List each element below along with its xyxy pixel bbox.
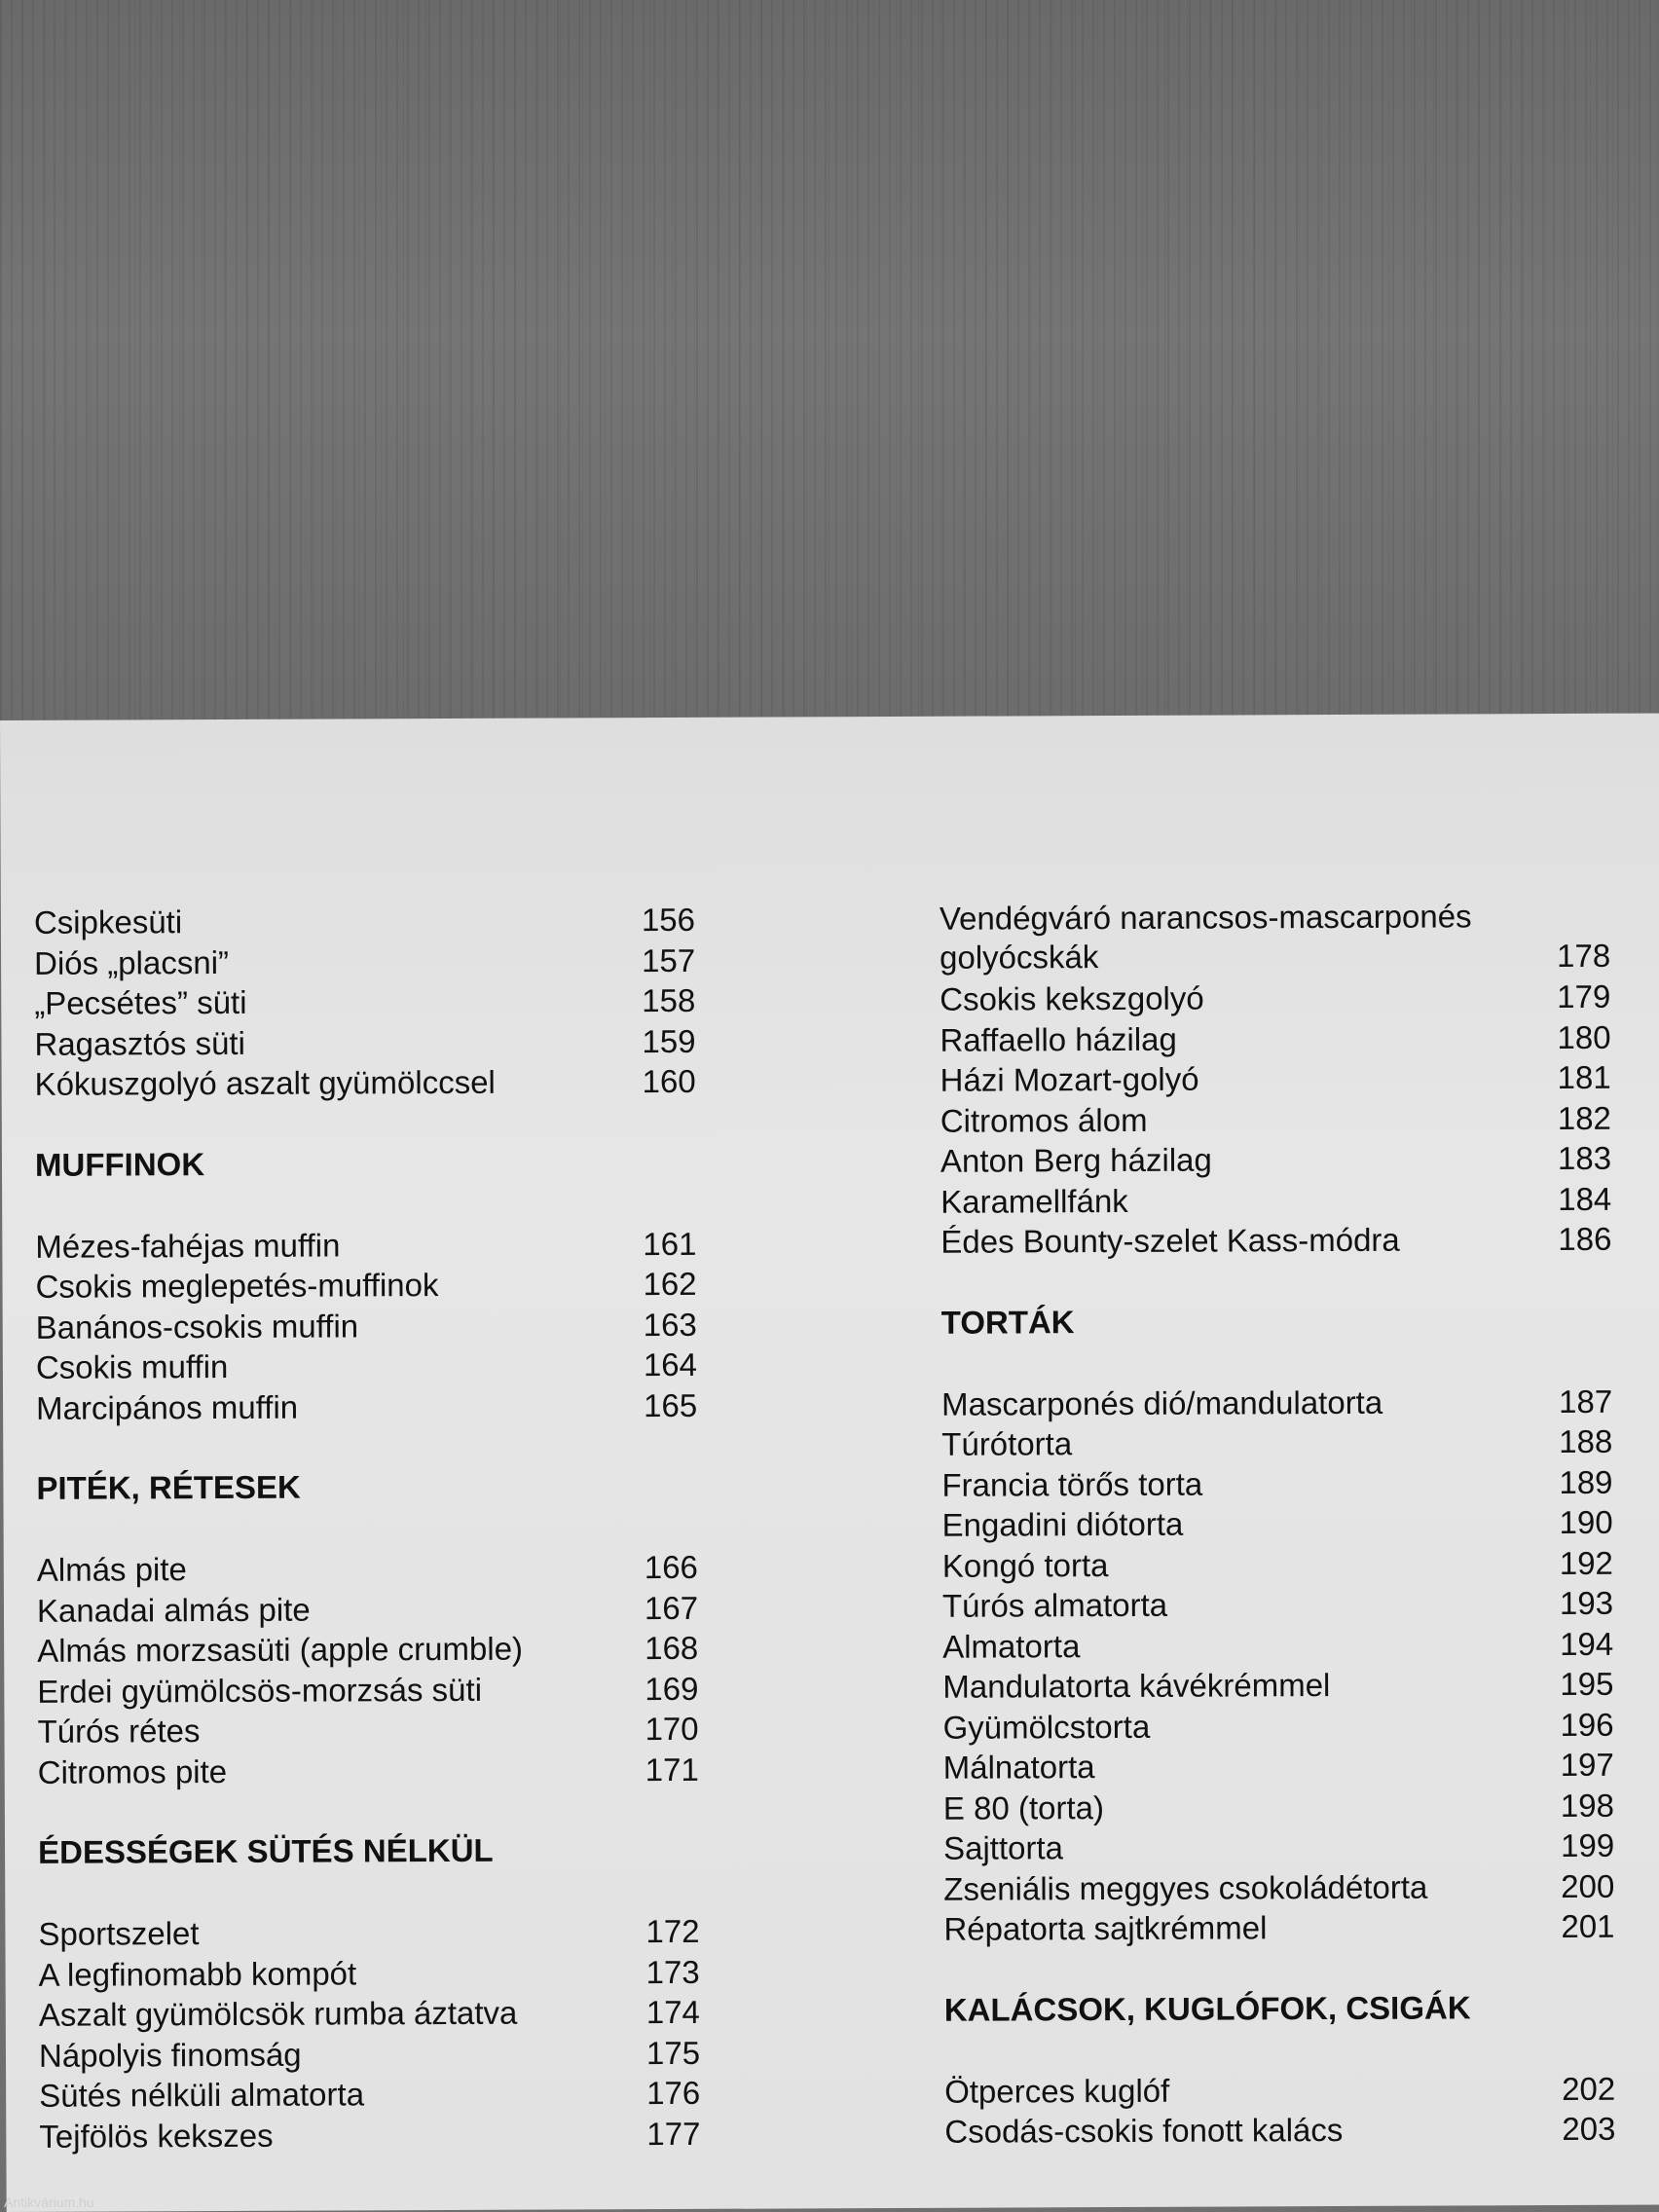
entry-title: Banános-csokis muffin bbox=[35, 1307, 359, 1346]
toc-entry bbox=[35, 1265, 711, 1307]
entry-title: Erdei gyümölcsös-morzsás süti bbox=[37, 1671, 483, 1710]
entry-page-number: 159 bbox=[642, 1022, 696, 1059]
toc-entry bbox=[940, 1139, 1626, 1181]
toc-entry bbox=[38, 1912, 714, 1954]
toc-entry bbox=[39, 1993, 715, 2035]
entry-page-number: 184 bbox=[1558, 1180, 1612, 1217]
toc-entry bbox=[39, 1952, 715, 1994]
entry-title: Mandulatorta kávékrémmel bbox=[942, 1667, 1331, 1705]
tabletop-background bbox=[0, 0, 1659, 740]
toc-entry bbox=[942, 1543, 1628, 1585]
toc-entry bbox=[35, 1062, 711, 1104]
entry-page-number: 173 bbox=[645, 1953, 700, 1990]
entry-page-number: 181 bbox=[1557, 1058, 1611, 1096]
entry-page-number: 195 bbox=[1560, 1665, 1614, 1703]
entry-title: Ötperces kuglóf bbox=[944, 2072, 1170, 2110]
entry-title: Karamellfánk bbox=[940, 1182, 1128, 1220]
entry-title: „Pecsétes” süti bbox=[34, 983, 247, 1021]
entry-page-number: 183 bbox=[1557, 1139, 1612, 1177]
entry-title: Francia törős torta bbox=[941, 1465, 1203, 1503]
toc-entry bbox=[36, 1305, 712, 1346]
entry-page-number: 188 bbox=[1559, 1422, 1613, 1460]
entry-page-number: 178 bbox=[1556, 937, 1611, 975]
toc-entry bbox=[943, 1907, 1629, 1949]
toc-entry bbox=[39, 2114, 715, 2156]
entry-title: Túrós rétes bbox=[37, 1713, 201, 1750]
toc-entry bbox=[943, 1746, 1629, 1788]
watermark-text: Antikvárium.hu bbox=[4, 2194, 94, 2210]
entry-title: Túrótorta bbox=[941, 1425, 1073, 1462]
entry-title: E 80 (torta) bbox=[942, 1788, 1105, 1826]
entry-title: Zseniális meggyes csokoládétorta bbox=[943, 1868, 1428, 1907]
entry-title: Kókuszgolyó aszalt gyümölccsel bbox=[34, 1063, 496, 1102]
toc-entry bbox=[944, 2069, 1630, 2111]
entry-page-number: 170 bbox=[645, 1710, 699, 1748]
entry-title-continued: golyócskák bbox=[939, 939, 1099, 976]
entry-page-number: 202 bbox=[1562, 2070, 1616, 2107]
toc-entry bbox=[37, 1548, 713, 1590]
entry-page-number: 175 bbox=[645, 2034, 701, 2071]
book-page bbox=[0, 714, 1659, 2212]
entry-title: Diós „placsni” bbox=[34, 943, 230, 981]
entry-title: Tejfölös kekszes bbox=[39, 2117, 274, 2155]
entry-title: Nápolyis finomság bbox=[38, 2036, 302, 2074]
entry-page-number: 172 bbox=[645, 1912, 700, 1950]
entry-page-number: 164 bbox=[643, 1346, 698, 1383]
entry-page-number: 193 bbox=[1559, 1584, 1614, 1622]
entry-page-number: 189 bbox=[1559, 1463, 1613, 1500]
entry-title: Túrós almatorta bbox=[941, 1586, 1168, 1624]
toc-entry bbox=[940, 977, 1625, 1019]
toc-entry bbox=[35, 1224, 711, 1266]
toc-entry bbox=[36, 1346, 712, 1387]
toc-entry bbox=[942, 1624, 1628, 1666]
entry-page-number: 174 bbox=[645, 1993, 700, 2031]
entry-page-number: 180 bbox=[1557, 1018, 1611, 1055]
entry-page-number: 166 bbox=[644, 1548, 698, 1586]
entry-page-number: 186 bbox=[1558, 1220, 1612, 1258]
toc-entry bbox=[37, 1710, 713, 1751]
entry-page-number: 182 bbox=[1557, 1099, 1611, 1136]
toc-entry bbox=[34, 981, 710, 1023]
entry-title: Mascarponés dió/mandulatorta bbox=[940, 1383, 1383, 1422]
entry-title: Csodás-csokis fonott kalács bbox=[944, 2111, 1344, 2150]
entry-page-number: 156 bbox=[641, 901, 696, 939]
toc-entry bbox=[39, 2033, 715, 2075]
entry-page-number: 190 bbox=[1559, 1503, 1613, 1541]
entry-page-number: 171 bbox=[645, 1751, 699, 1788]
toc-entry bbox=[34, 940, 710, 982]
entry-title: Ragasztós süti bbox=[34, 1024, 245, 1062]
toc-entry bbox=[940, 897, 1625, 977]
toc-entry bbox=[942, 1705, 1628, 1747]
entry-page-number: 157 bbox=[641, 941, 696, 978]
entry-title: Édes Bounty-szelet Kass-módra bbox=[940, 1221, 1400, 1260]
entry-page-number: 196 bbox=[1560, 1706, 1614, 1743]
entry-page-number: 162 bbox=[643, 1265, 697, 1303]
entry-title: Répatorta sajtkrémmel bbox=[943, 1909, 1268, 1947]
toc-entry bbox=[941, 1382, 1627, 1423]
entry-page-number: 179 bbox=[1557, 977, 1611, 1015]
entry-page-number: 199 bbox=[1560, 1826, 1615, 1864]
entry-page-number: 163 bbox=[643, 1306, 697, 1343]
entry-page-number: 167 bbox=[644, 1589, 699, 1626]
entry-title: Almás pite bbox=[36, 1551, 187, 1588]
entry-page-number: 194 bbox=[1560, 1625, 1614, 1662]
entry-title: Citromos pite bbox=[37, 1752, 228, 1790]
entry-title: Sütés nélküli almatorta bbox=[39, 2076, 365, 2114]
entry-page-number: 201 bbox=[1561, 1907, 1615, 1945]
entry-title: Málnatorta bbox=[942, 1749, 1095, 1786]
entry-page-number: 161 bbox=[643, 1225, 697, 1262]
toc-entry bbox=[940, 1179, 1626, 1221]
entry-title: Mézes-fahéjas muffin bbox=[35, 1226, 341, 1265]
entry-title: Kanadai almás pite bbox=[36, 1591, 311, 1629]
toc-entry bbox=[37, 1669, 713, 1711]
toc-entry bbox=[37, 1629, 713, 1671]
section-heading: KALÁCSOK, KUGLÓFOK, CSIGÁK bbox=[943, 1988, 1471, 2028]
entry-title: Raffaello házilag bbox=[940, 1020, 1177, 1058]
toc-entry bbox=[37, 1588, 713, 1630]
toc-entry bbox=[944, 2110, 1630, 2152]
entry-page-number: 203 bbox=[1562, 2110, 1616, 2148]
toc-entry bbox=[943, 1866, 1629, 1908]
entry-title: Vendégváró narancsos-mascarponés bbox=[939, 898, 1472, 937]
entry-title: Csokis kekszgolyó bbox=[940, 979, 1204, 1017]
toc-entry bbox=[39, 2074, 715, 2116]
entry-page-number: 168 bbox=[645, 1629, 699, 1667]
toc-entry bbox=[941, 1422, 1627, 1464]
entry-page-number: 169 bbox=[645, 1670, 699, 1707]
toc-entry bbox=[943, 1826, 1629, 1868]
toc-entry bbox=[942, 1503, 1628, 1545]
entry-title: Sajttorta bbox=[942, 1829, 1064, 1866]
section-heading: ÉDESSÉGEK SÜTÉS NÉLKÜL bbox=[37, 1831, 494, 1870]
entry-page-number: 160 bbox=[642, 1062, 696, 1100]
entry-page-number: 158 bbox=[642, 981, 696, 1019]
toc-entry bbox=[36, 1385, 712, 1427]
section-heading: PITÉK, RÉTESEK bbox=[36, 1468, 301, 1506]
toc-entry bbox=[940, 1220, 1626, 1262]
entry-title: Csipkesüti bbox=[33, 903, 183, 940]
toc-entry bbox=[34, 901, 710, 942]
toc-entry bbox=[942, 1584, 1628, 1626]
entry-title: Gyümölcstorta bbox=[942, 1708, 1151, 1746]
section-heading: TORTÁK bbox=[940, 1303, 1075, 1341]
toc-entry bbox=[940, 1017, 1625, 1059]
section-heading: MUFFINOK bbox=[34, 1145, 205, 1183]
entry-title: Sportszelet bbox=[38, 1915, 200, 1952]
entry-title: Kongó torta bbox=[941, 1546, 1109, 1584]
entry-title: Citromos álom bbox=[940, 1101, 1148, 1139]
toc-entry bbox=[940, 1098, 1626, 1140]
entry-title: A legfinomabb kompót bbox=[38, 1954, 357, 1993]
entry-page-number: 176 bbox=[646, 2074, 701, 2112]
entry-page-number: 192 bbox=[1559, 1544, 1613, 1581]
entry-page-number: 187 bbox=[1558, 1382, 1613, 1419]
entry-title: Engadini diótorta bbox=[941, 1505, 1184, 1543]
toc-entry bbox=[942, 1665, 1628, 1707]
entry-title: Csokis muffin bbox=[35, 1347, 229, 1385]
entry-page-number: 165 bbox=[643, 1386, 698, 1423]
entry-title: Aszalt gyümölcsök rumba áztatva bbox=[38, 1994, 518, 2033]
entry-page-number: 200 bbox=[1561, 1867, 1615, 1904]
entry-page-number: 197 bbox=[1560, 1746, 1614, 1784]
entry-title: Marcipános muffin bbox=[35, 1388, 299, 1426]
entry-page-number: 177 bbox=[646, 2115, 701, 2152]
entry-title: Csokis meglepetés-muffinok bbox=[35, 1267, 439, 1305]
toc-entry bbox=[38, 1750, 714, 1791]
toc-entry bbox=[34, 1021, 710, 1063]
entry-title: Almatorta bbox=[942, 1627, 1081, 1665]
entry-title: Almás morzsasüti (apple crumble) bbox=[37, 1630, 524, 1669]
entry-page-number: 198 bbox=[1560, 1787, 1615, 1824]
toc-entry bbox=[940, 1058, 1626, 1100]
entry-title: Házi Mozart-golyó bbox=[940, 1060, 1199, 1098]
toc-entry bbox=[941, 1462, 1627, 1504]
toc-entry bbox=[943, 1786, 1629, 1827]
entry-title: Anton Berg házilag bbox=[940, 1141, 1212, 1179]
